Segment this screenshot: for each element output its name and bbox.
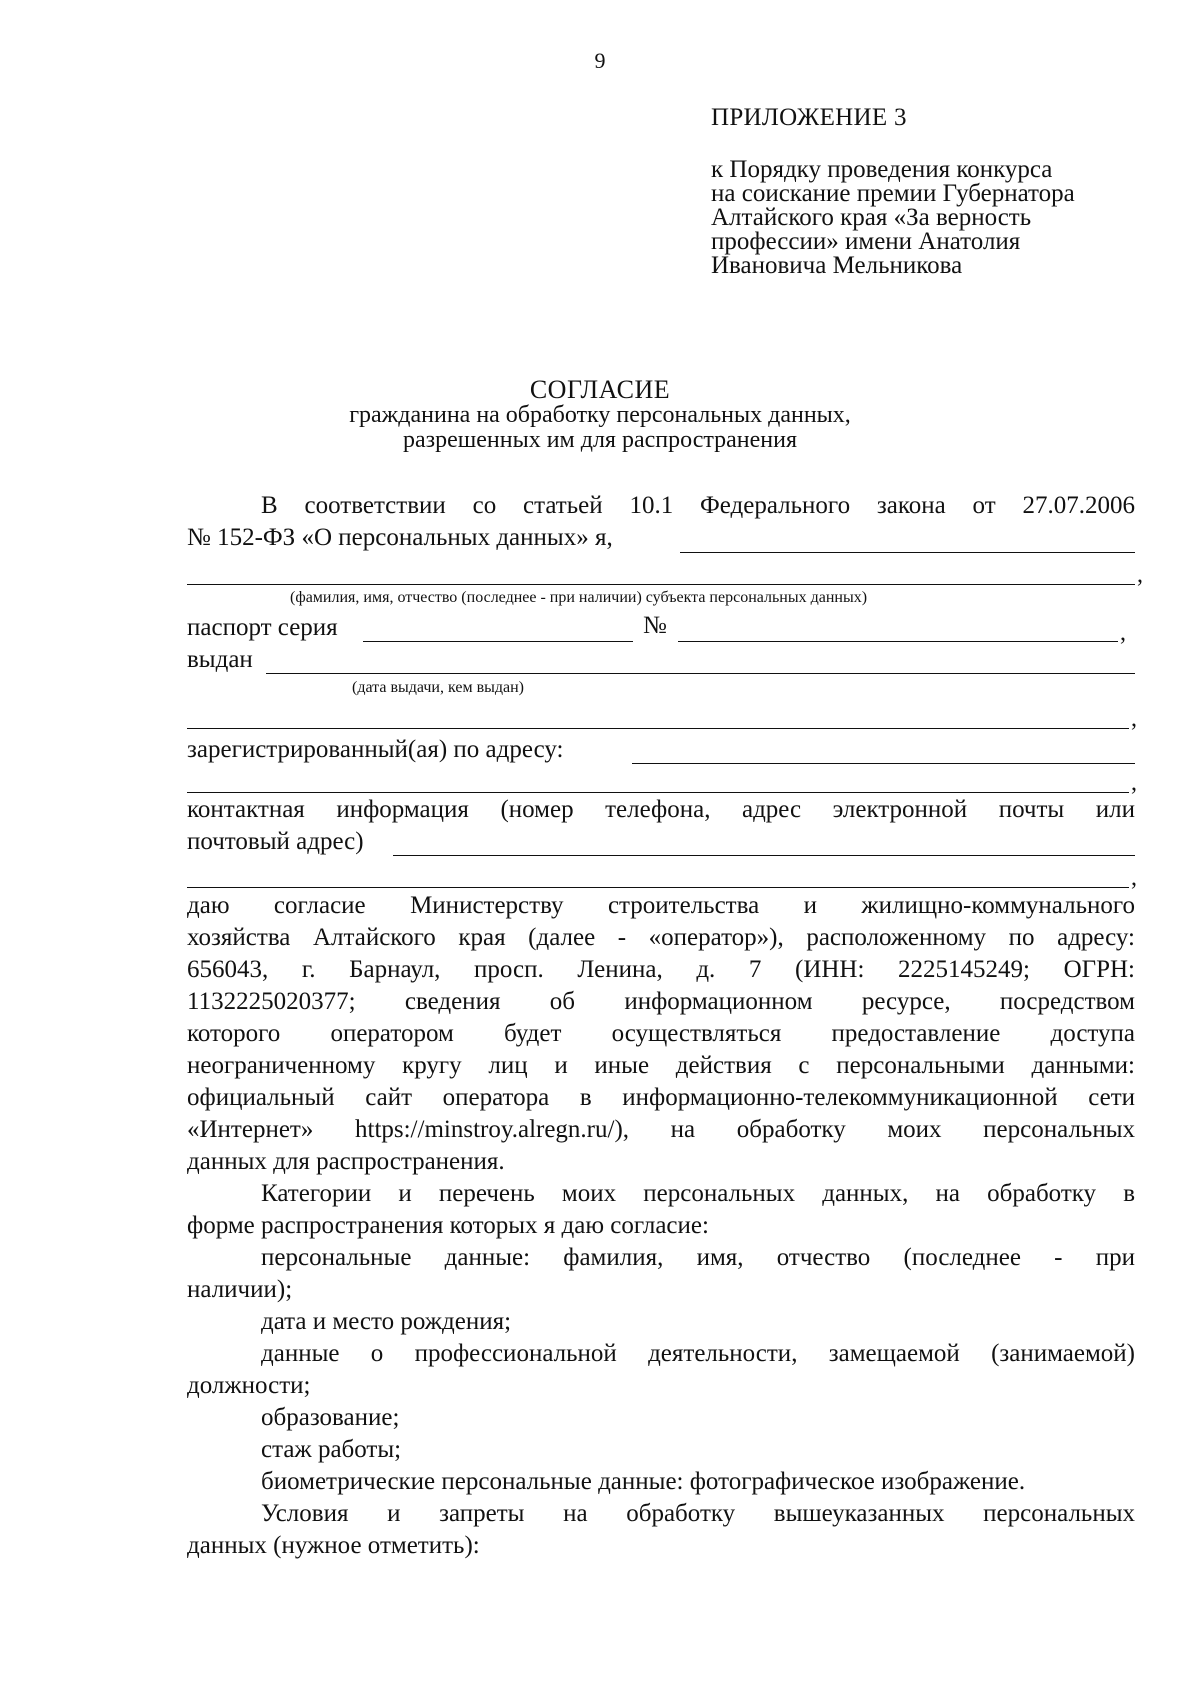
consent-subtitle-line: разрешенных им для распространения [402,427,798,453]
category-item: биометрические персональные данные: фотографическое изображение. [261,1468,1026,1495]
consent-body-line: даю согласие Министерству строительства и жилищно-коммунального [187,892,1135,919]
fio-field[interactable] [680,552,1135,553]
conditions-line-2: данных (нужное отметить): [187,1532,480,1559]
passport-number-label: № [643,612,667,639]
passport-number-field[interactable] [678,641,1118,642]
consent-title: СОГЛАСИЕ [529,375,671,404]
category-item: стаж работы; [261,1436,402,1463]
intro-line-2: № 152-ФЗ «О персональных данных» я, [187,524,613,551]
issued-label: выдан [187,646,253,673]
passport-series-field[interactable] [363,641,633,642]
consent-body-line: 656043, г. Барнаул, просп. Ленина, д. 7 (ИНН: 2225145249; ОГРН: [187,956,1135,983]
registered-address-label: зарегистрированный(ая) по адресу: [187,736,564,763]
consent-body-line: хозяйства Алтайского края (далее - «оператор»), расположенному по адресу: [187,924,1135,951]
appendix-ref-line: на соискание премии Губернатора [711,180,1075,207]
issued-field-continued[interactable] [187,728,1129,729]
category-item-continued: должности; [187,1372,311,1399]
category-item: дата и место рождения; [261,1308,512,1335]
category-item: персональные данные: фамилия, имя, отчество (последнее - при [261,1244,1135,1271]
consent-body-line: данных для распространения. [187,1148,505,1175]
appendix-title: ПРИЛОЖЕНИЕ 3 [711,104,907,131]
appendix-ref-line: к Порядку проведения конкурса [711,156,1053,183]
conditions-line: Условия и запреты на обработку вышеуказанных персональных [261,1500,1135,1527]
passport-series-label: паспорт серия [187,614,338,641]
contact-info-line: контактная информация (номер телефона, адрес электронной почты или [187,796,1135,823]
comma: , [1131,865,1137,891]
categories-intro: Категории и перечень моих персональных данных, на обработку в [261,1180,1135,1207]
appendix-ref-line: Ивановича Мельникова [711,252,963,279]
comma: , [1131,706,1137,732]
comma: , [1120,620,1126,646]
contact-info-field[interactable] [393,855,1135,856]
consent-body-line: 1132225020377; сведения об информационном ресурсе, посредством [187,988,1135,1015]
intro-line: В соответствии со статьей 10.1 Федерального закона от 27.07.2006 [261,492,1135,519]
contact-info-label: почтовый адрес) [187,828,364,855]
consent-body-line: неограниченному кругу лиц и иные действия с персональными данными: [187,1052,1135,1079]
category-item-continued: наличии); [187,1276,293,1303]
fio-hint: (фамилия, имя, отчество (последнее - при наличии) субъекта персональных данных) [290,589,868,606]
page-number: 9 [594,48,606,73]
issued-hint: (дата выдачи, кем выдан) [352,679,524,696]
comma: , [1137,562,1143,588]
registered-address-field-continued[interactable] [187,792,1129,793]
consent-subtitle-line: гражданина на обработку персональных данных, [349,402,851,428]
appendix-reference [711,158,1075,278]
categories-intro-line-2: форме распространения которых я даю согласие: [187,1212,709,1239]
consent-body-line: «Интернет» https://minstroy.alregn.ru/), на обработку моих персональных [187,1116,1135,1143]
consent-body-line: которого оператором будет осуществляться предоставление доступа [187,1020,1135,1047]
category-item: данные о профессиональной деятельности, замещаемой (занимаемой) [261,1340,1135,1367]
fio-field-continued[interactable] [187,584,1135,585]
issued-field[interactable] [266,673,1135,674]
comma: , [1131,770,1137,796]
registered-address-field[interactable] [632,763,1135,764]
contact-info-field-continued[interactable] [187,887,1129,888]
category-item: образование; [261,1404,400,1431]
appendix-ref-line: Алтайского края «За верность [711,204,1032,231]
consent-body-line: официальный сайт оператора в информационно-телекоммуникационной сети [187,1084,1135,1111]
appendix-ref-line: профессии» имени Анатолия [711,228,1021,255]
